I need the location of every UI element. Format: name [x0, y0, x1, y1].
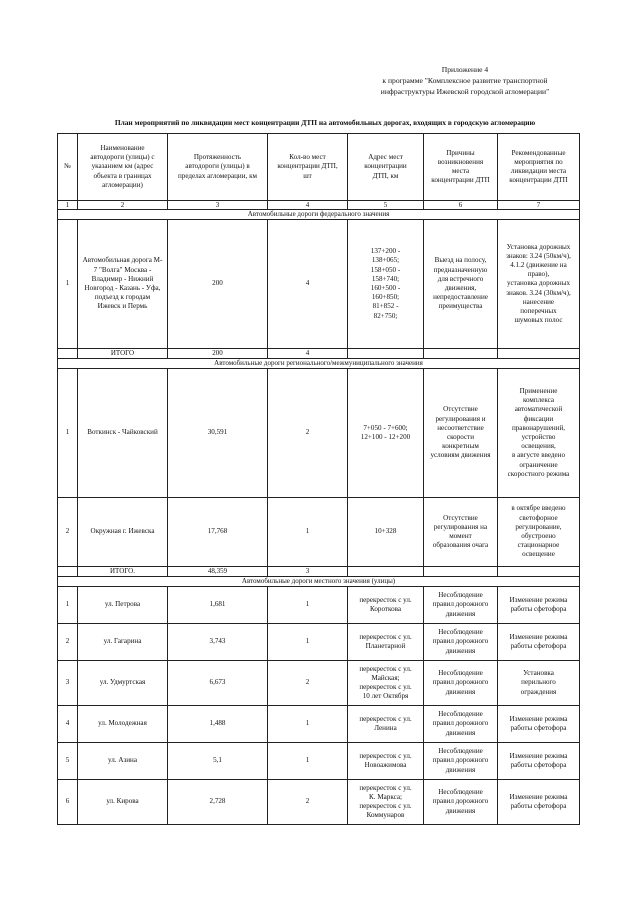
header-length: Протяженность автодороги (улицы) в пределах агломерации, км [168, 134, 268, 201]
section-title-regional: Автомобильные дороги регионального/межмуниципального значения [58, 359, 580, 369]
total-label: ИТОГО [78, 349, 168, 359]
row-count: 2 [268, 780, 348, 825]
row-measures: Изменение режима работы сфетофора [498, 743, 580, 780]
row-measures: Изменение режима работы сфетофора [498, 624, 580, 661]
column-number: 2 [78, 201, 168, 210]
row-road: ул. Кирова [78, 780, 168, 825]
row-length: 200 [168, 220, 268, 349]
row-reasons: Отсутствие регулирования на момент образования очага [424, 498, 498, 567]
table-row [58, 661, 580, 706]
row-address: 137+200 - 138+065; 158+050 - 158+740; 160+500 - 160+850; 81+852 - 82+750; [348, 220, 424, 349]
row-no: 2 [58, 624, 78, 661]
header-address: Адрес мест концентрации ДТП, км [348, 134, 424, 201]
column-number: 3 [168, 201, 268, 210]
row-count: 1 [268, 624, 348, 661]
row-reasons: Выезд на полосу, предназначенную для встречного движения, непредоставление преимущества [424, 220, 498, 349]
header-measures: Рекомендованные мероприятия по ликвидации места концентрации ДТП [498, 134, 580, 201]
row-length: 17,768 [168, 498, 268, 567]
row-measures: Изменение режима работы сфетофора [498, 780, 580, 825]
row-no: 2 [58, 498, 78, 567]
table-row [58, 780, 580, 825]
row-count: 1 [268, 706, 348, 743]
row-no: 1 [58, 587, 78, 624]
table-row [58, 743, 580, 780]
row-length: 1,681 [168, 587, 268, 624]
row-measures: Изменение режима работы сфетофора [498, 587, 580, 624]
row-reasons: Отсутствие регулирования и несоответствие скорости конкретным условиям движения [424, 369, 498, 498]
row-road: ул. Азина [78, 743, 168, 780]
total-row-federal [58, 349, 580, 359]
appendix-line-1: Приложение 4 [441, 65, 489, 74]
row-measures: Применение комплекса автоматической фиксации правонарушений, устройство освещения, в августе введено ограничение скоростного режима [498, 369, 580, 498]
row-road: Автомобильная дорога М- 7 "Волга" Москва - Владимир - Нижний Новгород - Казань - Уфа, подъезд к городам Ижевск и Пермь [78, 220, 168, 349]
table-row [58, 369, 580, 498]
total-length: 200 [168, 349, 268, 359]
column-number: 6 [424, 201, 498, 210]
row-road: ул. Молодежная [78, 706, 168, 743]
section-row-federal [58, 210, 580, 220]
row-address: перекресток с ул. К. Маркса; перекресток с ул. Коммунаров [348, 780, 424, 825]
column-number: 5 [348, 201, 424, 210]
row-road: ул. Петрова [78, 587, 168, 624]
row-no: 3 [58, 661, 78, 706]
row-reasons: Несоблюдение правил дорожного движения [424, 624, 498, 661]
row-reasons: Несоблюдение правил дорожного движения [424, 743, 498, 780]
row-road: ул. Гагарина [78, 624, 168, 661]
row-address: 10+328 [348, 498, 424, 567]
row-reasons: Несоблюдение правил дорожного движения [424, 587, 498, 624]
total-row-regional [58, 567, 580, 577]
row-count: 1 [268, 498, 348, 567]
row-reasons: Несоблюдение правил дорожного движения [424, 661, 498, 706]
row-reasons: Несоблюдение правил дорожного движения [424, 706, 498, 743]
column-number-row [58, 201, 580, 210]
row-reasons: Несоблюдение правил дорожного движения [424, 780, 498, 825]
appendix-line-2: к программе "Комплексное развитие транспортной [382, 76, 548, 85]
column-number: 4 [268, 201, 348, 210]
total-count: 4 [268, 349, 348, 359]
row-length: 5,1 [168, 743, 268, 780]
appendix-header [360, 64, 570, 97]
row-no: 1 [58, 220, 78, 349]
section-row-regional [58, 359, 580, 369]
row-measures: в октябре введено светофорное регулирование, обустроено стационарное освещение [498, 498, 580, 567]
table-row [58, 706, 580, 743]
row-length: 3,743 [168, 624, 268, 661]
row-count: 1 [268, 743, 348, 780]
table-row [58, 587, 580, 624]
header-reasons: Причины возникновения места концентрации ДТП [424, 134, 498, 201]
row-length: 2,728 [168, 780, 268, 825]
total-label: ИТОГО. [78, 567, 168, 577]
header-road: Наименование автодороги (улицы) с указанием км (адрес объекта в границах агломерации) [78, 134, 168, 201]
row-count: 1 [268, 587, 348, 624]
table-row [58, 624, 580, 661]
row-count: 4 [268, 220, 348, 349]
section-row-local [58, 577, 580, 587]
row-address: перекресток с ул. Новоажимова [348, 743, 424, 780]
document-title: План мероприятий по ликвидации мест концентрации ДТП на автомобильных дорогах, входящих в городскую агломерацию [114, 118, 536, 127]
row-address: перекресток с ул. Планетарной [348, 624, 424, 661]
row-measures: Установка перильного ограждения [498, 661, 580, 706]
row-address: перекресток с ул. Ленина [348, 706, 424, 743]
row-road: Воткинск - Чайковский [78, 369, 168, 498]
header-count: Кол-во мест концентрации ДТП, шт [268, 134, 348, 201]
total-count: 3 [268, 567, 348, 577]
row-measures: Изменение режима работы сфетофора [498, 706, 580, 743]
appendix-line-3: инфраструктуры Ижевской городской агломерации" [380, 87, 550, 96]
row-no: 1 [58, 369, 78, 498]
row-address: перекресток с ул. Майская; перекресток с ул. 10 лет Октября [348, 661, 424, 706]
measures-table [57, 133, 580, 825]
row-no: 5 [58, 743, 78, 780]
table-header-row [58, 134, 580, 201]
header-no: № [58, 134, 78, 201]
row-road: ул. Удмуртская [78, 661, 168, 706]
row-measures: Установка дорожных знаков: 3.24 (50км/ч), 4.1.2 (движение на право), установка дорожных знаков. 3.24 (30км/ч), нанесение поперечных шумовых полос [498, 220, 580, 349]
column-number: 1 [58, 201, 78, 210]
row-no: 6 [58, 780, 78, 825]
row-length: 1,488 [168, 706, 268, 743]
row-length: 30,591 [168, 369, 268, 498]
row-road: Окружная г. Ижевска [78, 498, 168, 567]
row-address: перекресток с ул. Короткова [348, 587, 424, 624]
row-no: 4 [58, 706, 78, 743]
table-row [58, 220, 580, 349]
row-count: 2 [268, 661, 348, 706]
table-row [58, 498, 580, 567]
section-title-local: Автомобильные дороги местного значения (улицы) [58, 577, 580, 587]
row-address: 7+050 - 7+600; 12+100 - 12+200 [348, 369, 424, 498]
column-number: 7 [498, 201, 580, 210]
row-length: 6,673 [168, 661, 268, 706]
section-title-federal: Автомобильные дороги федерального значения [58, 210, 580, 220]
row-count: 2 [268, 369, 348, 498]
total-length: 48,359 [168, 567, 268, 577]
